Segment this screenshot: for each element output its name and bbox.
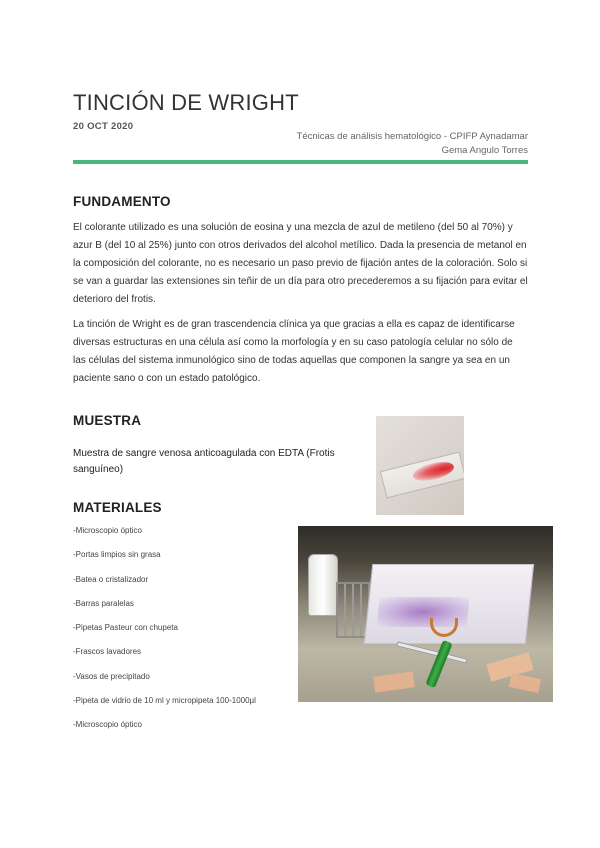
list-item: -Frascos lavadores xyxy=(73,647,142,657)
list-item: -Microscopio óptico xyxy=(73,526,142,535)
document-meta xyxy=(297,130,528,158)
section-heading-materiales: MATERIALES xyxy=(73,500,162,515)
slides xyxy=(373,671,415,692)
blood-smear xyxy=(411,459,456,485)
slides xyxy=(509,673,541,693)
wash-bottle xyxy=(308,554,338,616)
document-date: 20 OCT 2020 xyxy=(73,121,134,132)
micropipette xyxy=(425,640,452,688)
fundamento-paragraph-2: La tinción de Wright es de gran trascendencia clínica ya que gracias a ella es capaz de identificarse diversas estructuras en una célula así como la morfología y en su caso patología celular no sólo de las células del sistema inmunológico sino de todas aquellas que componen la sangre ya sea en un paciente sano o con un estado patológico. xyxy=(73,319,515,384)
list-item: -Batea o cristalizador xyxy=(73,574,149,584)
pasteur-pipette xyxy=(396,641,467,663)
muestra-text: Muestra de sangre venosa anticoagulada con EDTA (Frotis sanguíneo) xyxy=(73,448,335,475)
materials-photo xyxy=(298,526,553,702)
list-item: -Barras paralelas xyxy=(73,598,134,608)
header-divider xyxy=(73,160,528,164)
course-label: Técnicas de análisis hematológico - CPIFP Aynadamar xyxy=(296,131,528,142)
fundamento-paragraph-1: El colorante utilizado es una solución de eosina y una mezcla de azul de metileno (del 50 al 70%) y azur B (del 10 al 25%) junto con otros derivados del alcohol metílico. Dada la presencia de metanol en la composición del colorante, no es necesario un paso previo de fijación antes de la coloración. Solo si se van a guardar las extensiones sin teñir de un día para otro precederemos a su fijación para evitar el deterioro del frotis. xyxy=(73,222,528,305)
document-title: TINCIÓN DE WRIGHT xyxy=(73,90,299,115)
list-item: -Portas limpios sin grasa xyxy=(73,550,161,560)
list-item: -Vasos de precipitado xyxy=(73,671,150,681)
section-heading-muestra: MUESTRA xyxy=(73,413,142,428)
materials-list xyxy=(73,522,256,741)
list-item: -Microscopio óptico xyxy=(73,720,142,730)
section-heading-fundamento: FUNDAMENTO xyxy=(73,194,171,209)
author-label: Gema Angulo Torres xyxy=(441,145,528,156)
list-item: -Pipetas Pasteur con chupeta xyxy=(73,623,178,633)
glass-slide xyxy=(380,451,464,498)
list-item: -Pipeta de vidrio de 10 ml y micropipeta 100-1000µl xyxy=(73,696,256,706)
blood-smear-photo xyxy=(376,416,464,515)
